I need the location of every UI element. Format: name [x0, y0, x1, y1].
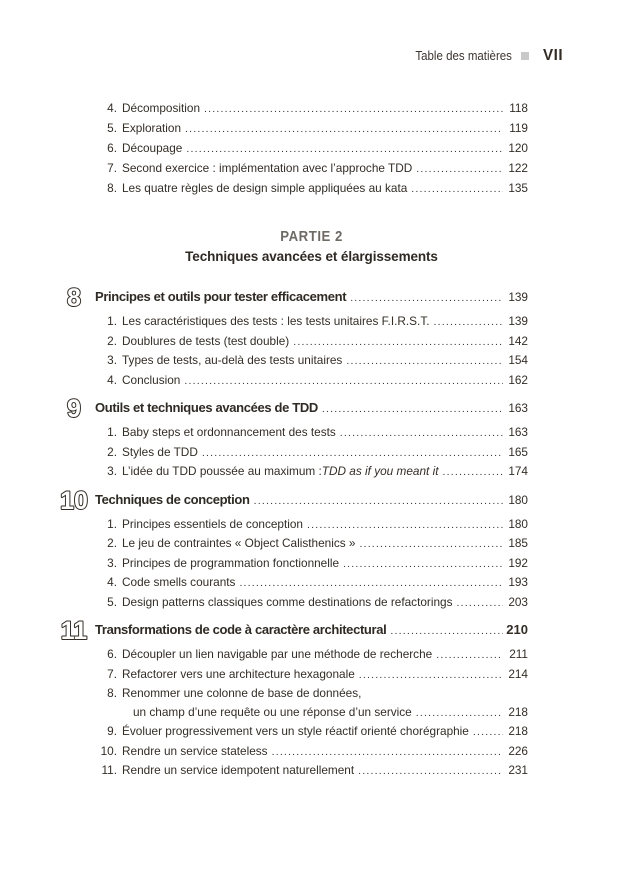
toc-item-number: 1.	[107, 425, 117, 439]
toc-item	[95, 645, 528, 665]
dot-leader	[186, 140, 503, 159]
dot-leader	[416, 160, 503, 179]
dot-leader	[346, 352, 503, 371]
dot-leader	[322, 397, 503, 422]
toc-item-text: L’idée du TDD poussée au maximum :	[122, 464, 322, 478]
page-number: 139	[508, 290, 528, 304]
toc-item-number: 4.	[107, 101, 117, 115]
toc-item	[95, 371, 528, 391]
toc-item	[95, 665, 528, 685]
page-number: 185	[508, 536, 528, 550]
dot-leader	[416, 704, 503, 723]
toc-item-text: Conclusion	[122, 372, 181, 387]
toc-item-text: Renommer une colonne de base de données,	[122, 686, 362, 700]
chapter-block	[67, 284, 528, 390]
dot-leader	[204, 100, 503, 119]
page-number: 163	[508, 425, 528, 439]
page-number: 218	[508, 724, 528, 738]
svg-text:10: 10	[60, 486, 88, 515]
chapter-heading	[60, 617, 528, 645]
toc-item-number: 5.	[107, 594, 117, 609]
toc-item-number: 5.	[107, 121, 117, 135]
toc-item	[95, 139, 528, 159]
toc-item-number: 6.	[107, 647, 117, 661]
page-number: 162	[508, 372, 528, 387]
dot-leader	[359, 666, 503, 685]
toc-item-text: Rendre un service stateless	[122, 743, 268, 758]
toc-item	[95, 332, 528, 352]
part-label: PARTIE 2	[280, 228, 343, 245]
chapter-items	[95, 515, 528, 613]
page-number: 203	[508, 594, 528, 609]
page-number: 120	[508, 141, 528, 155]
dot-leader	[442, 463, 503, 482]
toc-item-text: Exploration	[122, 121, 182, 135]
toc-item	[95, 351, 528, 371]
toc-item-text: Le jeu de contraintes « Object Calisthenics »	[122, 536, 356, 550]
toc-item	[95, 99, 528, 119]
toc-item	[95, 722, 528, 742]
page-number: 231	[508, 763, 528, 777]
toc-item-text: Évoluer progressivement vers un style réactif orienté chorégraphie	[122, 724, 469, 738]
chapter-number-badge	[54, 614, 94, 646]
toc-content	[0, 99, 621, 781]
page-number: 139	[508, 314, 528, 328]
dot-leader	[358, 762, 503, 781]
toc-item-text: Refactorer vers une architecture hexagonale	[122, 666, 355, 681]
toc-item-number: 7.	[107, 161, 117, 175]
page-number: 174	[508, 464, 528, 478]
toc-item-text: Styles de TDD	[122, 444, 198, 459]
page-number: 180	[508, 492, 528, 507]
dot-leader	[411, 180, 503, 199]
chapter-number-badge	[54, 392, 94, 424]
page-number: 218	[508, 704, 528, 719]
page-number: 180	[508, 516, 528, 531]
page-number: 154	[508, 353, 528, 367]
page-number: 226	[508, 743, 528, 758]
dot-leader	[343, 555, 503, 574]
dot-leader	[390, 619, 503, 644]
dot-leader	[239, 574, 503, 593]
page-number: 118	[509, 101, 528, 115]
toc-item-text: Découpler un lien navigable par une méthode de recherche	[122, 647, 433, 661]
toc-item-number: 2.	[107, 333, 117, 348]
dot-leader	[456, 594, 503, 613]
toc-item-number: 8.	[107, 181, 117, 195]
dot-leader	[473, 723, 503, 742]
chapter-number-badge	[54, 484, 94, 516]
chapter-block	[60, 486, 528, 613]
chapter-items	[95, 423, 528, 482]
toc-item	[95, 515, 528, 535]
toc-item	[95, 742, 528, 762]
page-number: 163	[508, 401, 528, 415]
toc-item	[95, 159, 528, 179]
toc-item	[95, 573, 528, 593]
dot-leader	[254, 489, 503, 514]
chapter-title: Principes et outils pour tester efficacement	[95, 289, 347, 304]
toc-item	[95, 312, 528, 332]
dot-leader	[307, 516, 503, 535]
toc-item	[95, 423, 528, 443]
toc-item-text: Principes de programmation fonctionnelle	[122, 555, 340, 570]
toc-item-number: 2.	[107, 536, 117, 550]
running-header-title: Table des matières	[415, 49, 512, 63]
svg-text:8: 8	[67, 284, 81, 312]
chapter-title: Outils et techniques avancées de TDD	[95, 400, 318, 415]
page-number: 135	[508, 181, 528, 195]
toc-item	[95, 593, 528, 613]
chapter-number-badge	[54, 281, 94, 313]
toc-item	[95, 443, 528, 463]
toc-item-text: Découpage	[122, 141, 183, 155]
toc-item-text: Types de tests, au-delà des tests unitaires	[122, 353, 343, 367]
dot-leader	[184, 372, 503, 391]
chapter-heading	[60, 486, 528, 515]
toc-item-number: 3.	[107, 464, 117, 478]
dot-leader	[293, 333, 503, 352]
chapter-heading	[67, 284, 528, 312]
chapter-block	[67, 395, 528, 482]
dot-leader	[185, 120, 503, 139]
dot-leader	[202, 444, 503, 463]
toc-item-text: Décomposition	[122, 101, 201, 115]
toc-item-number: 10.	[100, 743, 117, 758]
dot-leader	[350, 286, 503, 311]
separator-square-icon	[521, 52, 529, 60]
chapter-title: Techniques de conception	[95, 491, 250, 507]
toc-item-text: Les caractéristiques des tests : les tests unitaires F.I.R.S.T.	[122, 314, 430, 328]
page-number: 119	[509, 121, 528, 135]
part-title: Techniques avancées et élargissements	[185, 249, 438, 264]
part-divider	[95, 228, 528, 264]
chapter-title: Transformations de code à caractère architectural	[95, 622, 387, 637]
chapter-heading	[67, 395, 528, 423]
toc-item-number: 3.	[107, 555, 117, 570]
toc-item-text: Design patterns classiques comme destinations de refactorings	[122, 594, 453, 609]
toc-item-number: 4.	[107, 575, 117, 589]
toc-item-number: 6.	[107, 141, 117, 155]
page-number: 193	[508, 575, 528, 589]
toc-item-text: Les quatre règles de design simple appliquées au kata	[122, 181, 408, 195]
toc-item	[95, 554, 528, 574]
toc-item-number: 3.	[107, 353, 117, 367]
folio-page-number: VII	[542, 47, 563, 64]
toc-item-text: Principes essentiels de conception	[122, 516, 303, 531]
toc-item-number: 1.	[107, 516, 117, 531]
toc-item	[95, 119, 528, 139]
dot-leader	[436, 646, 503, 665]
toc-item-continuation	[95, 703, 528, 723]
page-number: 142	[508, 333, 528, 348]
toc-item	[95, 761, 528, 781]
dot-leader	[340, 424, 503, 443]
toc-item-text: Rendre un service idempotent naturellement	[122, 763, 355, 777]
svg-text:11: 11	[60, 617, 88, 645]
page-number: 122	[508, 161, 528, 175]
toc-item-number: 7.	[107, 666, 117, 681]
page-number: 211	[509, 647, 528, 661]
svg-text:9: 9	[67, 395, 81, 423]
running-header	[0, 0, 621, 65]
toc-item-text: Code smells courants	[122, 575, 236, 589]
top-item-list	[95, 99, 528, 199]
toc-item-text: Doublures de tests (test double)	[122, 333, 290, 348]
toc-item-number: 2.	[107, 444, 117, 459]
dot-leader	[272, 743, 503, 762]
page-number: 214	[508, 666, 528, 681]
toc-item-text: Second exercice : implémentation avec l’approche TDD	[122, 161, 413, 175]
chapter-items	[95, 312, 528, 390]
toc-item-text: un champ d’une requête ou une réponse d’un service	[133, 704, 412, 719]
toc-item-text: Baby steps et ordonnancement des tests	[122, 425, 336, 439]
toc-item	[95, 534, 528, 554]
dot-leader	[359, 535, 503, 554]
toc-item-text-italic: TDD as if you meant it	[321, 464, 439, 478]
toc-item-number: 4.	[107, 372, 117, 387]
toc-item	[95, 179, 528, 199]
chapter-list	[60, 284, 528, 781]
toc-item	[95, 462, 528, 482]
dot-leader	[434, 313, 504, 332]
toc-item-number: 9.	[107, 724, 117, 738]
toc-item-number: 1.	[107, 314, 117, 328]
toc-item-number: 11.	[101, 763, 117, 777]
page-number: 210	[506, 622, 528, 637]
page-number: 165	[508, 444, 528, 459]
toc-item-number: 8.	[107, 686, 117, 700]
chapter-block	[60, 617, 528, 781]
page-number: 192	[508, 555, 528, 570]
chapter-items	[95, 645, 528, 781]
toc-item	[95, 684, 528, 703]
